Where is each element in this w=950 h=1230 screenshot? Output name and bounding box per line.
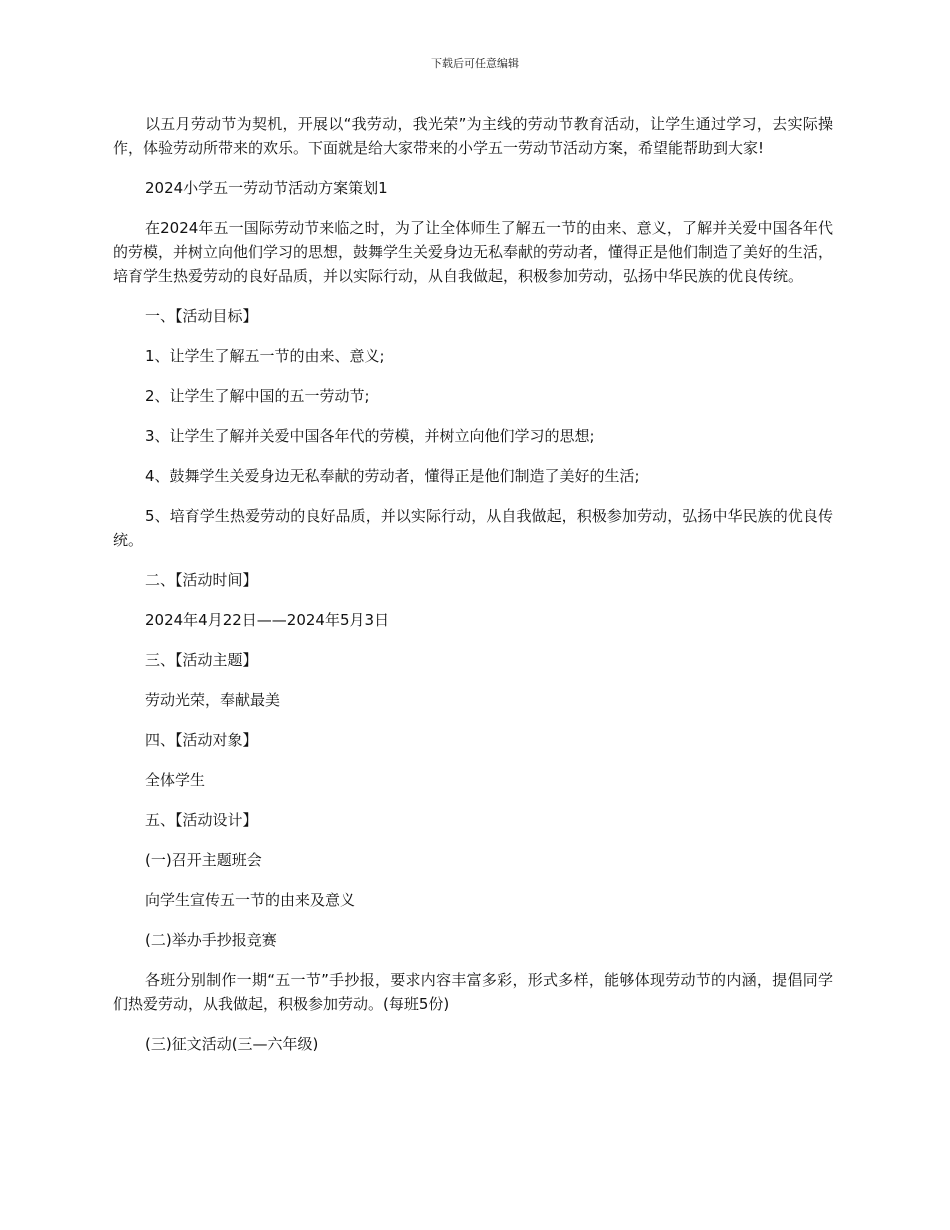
design-item-1-text: 向学生宣传五一节的由来及意义 xyxy=(145,891,356,909)
design-item-1-heading: (一)召开主题班会 xyxy=(145,851,262,869)
activity-theme: 劳动光荣，奉献最美 xyxy=(145,691,281,709)
design-item-3-heading: (三)征文活动(三—六年级) xyxy=(145,1035,319,1053)
background-paragraph: 在2024年五一国际劳动节来临之时，为了让全体师生了解五一节的由来、意义，了解并关爱中国各年代的劳模，并树立向他们学习的思想，鼓舞学生关爱身边无私奉献的劳动者，懂得正是他们制造了美好的生活，培育学生热爱劳动的良好品质，并以实际行动，从自我做起，积极参加劳动，弘扬中华民族的优良传统。 xyxy=(113,219,834,285)
goal-item-5: 5、培育学生热爱劳动的良好品质，并以实际行动，从自我做起，积极参加劳动，弘扬中华民族的优良传统。 xyxy=(113,507,833,549)
goal-item-2: 2、让学生了解中国的五一劳动节; xyxy=(145,387,370,405)
goal-item-3: 3、让学生了解并关爱中国各年代的劳模，并树立向他们学习的思想; xyxy=(145,427,595,445)
goal-item-1: 1、让学生了解五一节的由来、意义; xyxy=(145,347,385,365)
section-heading-audience: 四、【活动对象】 xyxy=(145,731,258,749)
section-heading-time: 二、【活动时间】 xyxy=(145,571,258,589)
activity-audience: 全体学生 xyxy=(145,771,206,789)
section-heading-theme: 三、【活动主题】 xyxy=(145,651,258,669)
plan-title: 2024小学五一劳动节活动方案策划1 xyxy=(145,179,388,197)
goal-item-4: 4、鼓舞学生关爱身边无私奉献的劳动者，懂得正是他们制造了美好的生活; xyxy=(145,467,640,485)
section-heading-goals: 一、【活动目标】 xyxy=(145,307,258,325)
intro-paragraph: 以五月劳动节为契机，开展以“我劳动，我光荣”为主线的劳动节教育活动，让学生通过学习，去实际操作，体验劳动所带来的欢乐。下面就是给大家带来的小学五一劳动节活动方案，希望能帮助到大家! xyxy=(113,115,833,157)
document-body xyxy=(113,112,833,1072)
page-header: 下载后可任意编辑 xyxy=(431,57,519,70)
activity-dates: 2024年4月22日——2024年5月3日 xyxy=(145,611,390,629)
section-heading-design: 五、【活动设计】 xyxy=(145,811,258,829)
design-item-2-heading: (二)举办手抄报竞赛 xyxy=(145,931,277,949)
design-item-2-text: 各班分别制作一期“五一节”手抄报，要求内容丰富多彩，形式多样，能够体现劳动节的内涵，提倡同学们热爱劳动，从我做起，积极参加劳动。(每班5份) xyxy=(113,971,833,1013)
